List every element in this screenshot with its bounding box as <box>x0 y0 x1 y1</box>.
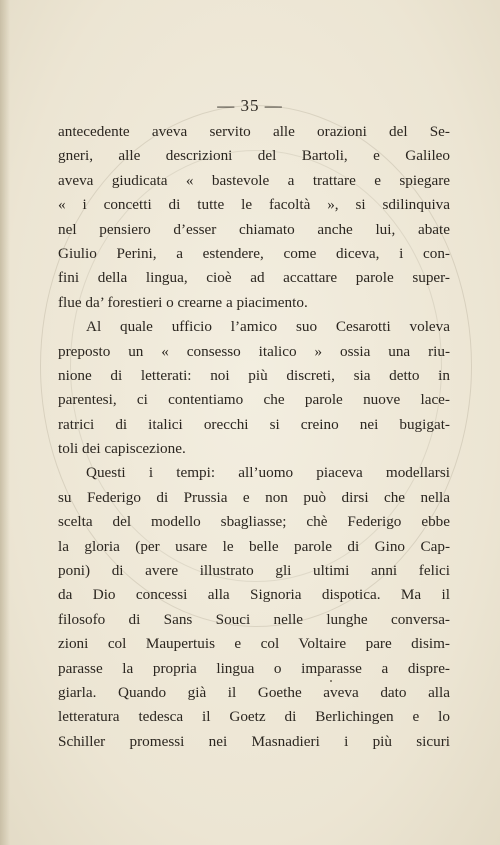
text-line: gneri, alle descrizioni del Bartoli, e Galileo <box>58 147 450 165</box>
body-text <box>58 120 450 754</box>
text-line: aveva giudicata « bastevole a trattare e spiegare <box>58 171 450 189</box>
text-line: su Federigo di Prussia e non può dirsi che nella <box>58 488 450 506</box>
text-line: toli dei capiscezione. <box>58 440 186 458</box>
text-line: fini della lingua, cioè ad accattare parole super- <box>58 269 450 287</box>
text-line: Schiller promessi nei Masnadieri i più sicuri <box>58 732 450 750</box>
text-line: poni) di avere illustrato gli ultimi anni felici <box>58 562 450 580</box>
page-spine-shadow <box>0 0 10 845</box>
text-line: antecedente aveva servito alle orazioni del Se- <box>58 123 450 140</box>
text-line: ratrici di italici orecchi si creino nei bugigat- <box>58 415 450 433</box>
text-line: « i concetti di tutte le facoltà », si sdilinquiva <box>58 196 450 214</box>
text-line: preposto un « consesso italico » ossia una riu- <box>58 342 450 360</box>
text-line: Al quale ufficio l’amico suo Cesarotti voleva <box>86 318 450 336</box>
text-line: filosofo di Sans Souci nelle lunghe conversa- <box>58 610 450 628</box>
text-line: da Dio concessi alla Signoria dispotica. Ma il <box>58 586 450 604</box>
ink-speck <box>330 680 332 682</box>
text-line: letteratura tedesca il Goetz di Berlichingen e lo <box>58 708 450 726</box>
text-line: nione di letterati: noi più discreti, sia detto in <box>58 366 450 384</box>
text-line: parasse la propria lingua o imparasse a dispre- <box>58 659 450 677</box>
text-line: parentesi, ci contentiamo che parole nuove lace- <box>58 391 450 409</box>
text-line: giarla. Quando già il Goethe aveva dato alla <box>58 683 450 701</box>
text-line: la gloria (per usare le belle parole di Gino Cap- <box>58 537 450 555</box>
text-line: flue da’ forestieri o crearne a piacimento. <box>58 293 308 311</box>
text-line: scelta del modello sbagliasse; chè Federigo ebbe <box>58 513 450 531</box>
text-line: nel pensiero d’esser chiamato anche lui, abate <box>58 220 450 238</box>
text-line: Giulio Perini, a estendere, come diceva, i con- <box>58 244 450 262</box>
text-line: Questi i tempi: all’uomo piaceva modellarsi <box>86 464 450 482</box>
page-number: — 35 — <box>217 96 283 115</box>
text-line: zioni col Maupertuis e col Voltaire pare disim- <box>58 635 450 653</box>
